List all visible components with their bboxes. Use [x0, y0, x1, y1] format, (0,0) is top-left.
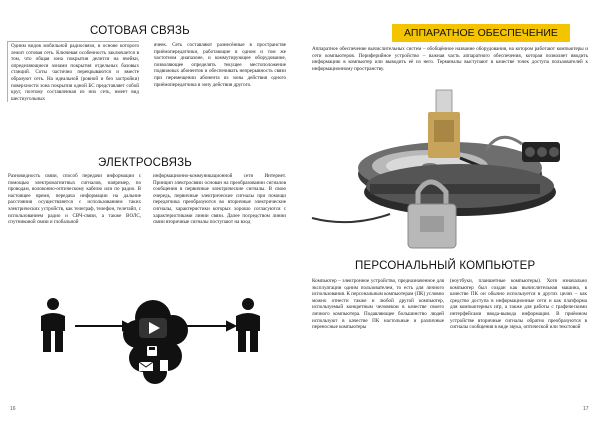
pc-col2: (ноутбуки, планшетные компьютеры). Хотя изначально компьютер был создан как вычислительная машина, в качестве ПК он обычно используется в других целях – как средство доступа в информационные сети и как платформа для компьютерных игр, а также для работы с графическими интерфейсами ввода-вывода информации. В приёмном устройстве вторичные сигналы обратно преобразуются в сигналы сообщения в виде звука, оптической или текстовой — [450, 278, 587, 331]
mail-icon — [139, 362, 153, 371]
person-left-icon — [41, 298, 65, 352]
hardware-text: Аппаратное обеспечение вычислительных систем – обобщённое название оборудования, на котором работают компьютеры и сети компьютеров. Периферийное устройство – важная часть аппаратного обеспечения, которая позволяет вводить информацию в компьютер или выводить её из него. Терминалы выступают в качестве точек доступа пользователей к информационному пространству. — [312, 46, 588, 72]
cloud-icon — [123, 300, 188, 384]
cellular-col1: Одним видов мобильной радиосвязи, в основе которого лежит сотовая сеть. Ключевая особенность заключается в том, что общая зона покрытия делится на ячейки, определяющиеся зонами покрытия отдельных базовых станций. Соты частично перекрываются и вместе образуют сеть. На идеальной (ровной и без застройки) поверхности зона покрытия одной БС представляет собой круг, поэтому составленная из них сеть, имеет вид шестиугольных — [7, 41, 139, 102]
hardware-heading: АППАРАТНОЕ ОБЕСПЕЧЕНИЕ — [404, 27, 558, 39]
right-page — [300, 0, 600, 424]
page-number-right: 17 — [583, 406, 589, 412]
telecom-col1: Разновидность связи, способ передачи информации с помощью электромагнитных сигналов, например, по проводам, волоконно-оптическому кабелю или по радио. В настоящее время, передача информации на дальние расстояния осуществляется с использованием таких электрических устройств, как телеграф, телефон, телетайп, с использованием радио и СВЧ-связи, а также ВОЛС, спутниковой связи и глобальной — [8, 173, 141, 226]
pc-heading: ПЕРСОНАЛЬНЫЙ КОМПЬЮТЕР — [355, 260, 536, 272]
telecom-heading: ЭЛЕКТРОСВЯЗЬ — [98, 157, 192, 169]
hardware-photo-graphic — [310, 88, 582, 258]
flash-drive-icon — [428, 90, 460, 158]
cellular-heading: СОТОВАЯ СВЯЗЬ — [90, 25, 190, 37]
save-icon — [147, 346, 157, 356]
play-button-icon — [139, 318, 167, 338]
hardware-heading-banner — [392, 24, 570, 42]
document-icon — [160, 360, 168, 371]
telecom-col2: информационно-коммуникационной сети Интернет. Принцип электросвязи основан на преобразовании сигналов сообщения в первичные электрические сигналы. В свою очередь, первичные электрические сигналы при помощи передатчика преобразуются во вторичные электрические сигналы, характеристики которых хорошо согласуются с характеристиками линии связи. Далее посредством линии связи вторичные сигналы поступают на вход — [153, 173, 286, 226]
network-illustration — [35, 296, 265, 414]
page-number-left: 16 — [10, 406, 16, 412]
pc-col1: Компьютер – электронное устройство, предназначенное для эксплуатации одним пользователем, то есть для личного использования. К персональным компьютерам (ПК) условно можно отнести также и любой другой компьютер, используемый конкретным человеком в качестве своего личного компьютера. Подавляющее большинство людей используют в качестве ПК настольные и различные переносные компьютеры — [312, 278, 444, 331]
network-graphic — [35, 296, 265, 414]
hardware-photo — [310, 88, 582, 258]
cellular-col2: ячеек. Сеть составляют разнесённые в пространстве приёмопередатчики, работающие в одном и том же частотном диапазоне, и коммутирующее оборудование, позволяющее определять текущее местоположение подвижных абонентов и обеспечивать непрерывность связи при перемещении абонента из зоны действия одного приёмопередатчика в зону действия другого. — [154, 42, 286, 88]
person-right-icon — [236, 298, 260, 352]
cable-icon — [312, 214, 390, 222]
